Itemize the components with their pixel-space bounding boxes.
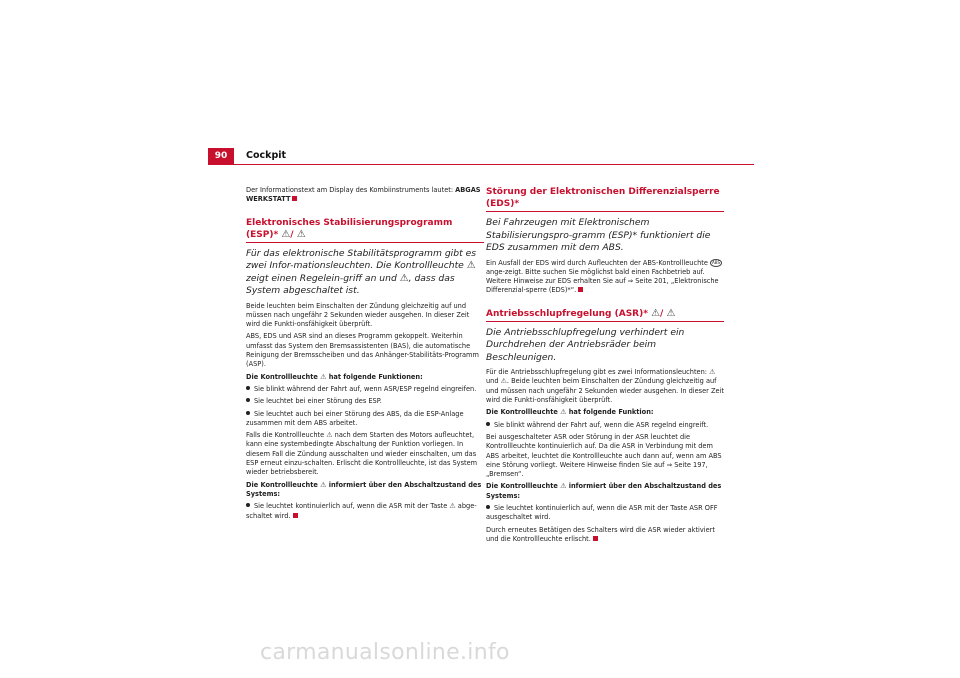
skid-off-icon: ⚠ (666, 307, 676, 319)
skid-warning-icon: ⚠ (709, 368, 716, 377)
header-rule (208, 164, 754, 165)
end-marker-icon (593, 536, 598, 541)
asr-heading: Antriebsschlupfregelung (ASR)* ⚠/ ⚠ (486, 307, 676, 319)
bullet-text: Sie blinkt während der Fahrt auf, wenn die ASR regelnd eingreift. (494, 420, 709, 429)
off-label-1: Die Kontrollleuchte (246, 480, 321, 489)
asr-off-label (486, 482, 724, 501)
asr-p3: Durch erneutes Betätigen des Schalters wird die ASR wieder aktiviert und die Kontrollleuchte erlischt. (486, 525, 715, 543)
bullet-icon (246, 398, 250, 402)
asr-paragraph-1 (486, 368, 724, 405)
section-rule (486, 321, 724, 322)
intro-paragraph (246, 186, 484, 205)
bullet-icon (486, 422, 490, 426)
list-item (486, 504, 724, 523)
skid-off-icon: ⚠ (399, 272, 409, 284)
esp-intro (246, 248, 484, 298)
skid-off-icon: ⚠ (320, 480, 327, 489)
right-column (486, 186, 724, 547)
list-item (246, 502, 484, 521)
eds-heading: Störung der Elektronischen Differenzialsperre (EDS)* (486, 187, 720, 209)
intro-bold: ABGAS WERKSTATT (246, 186, 481, 204)
running-header: Cockpit (246, 150, 287, 161)
bullet-icon (246, 503, 250, 507)
asr-heading-text: Antriebsschlupfregelung (ASR)* (486, 308, 648, 319)
esp-intro-1: Für das elektronische Stabilitätsprogramm gibt es zwei Infor-mationsleuchten. Die Kontrollleuchte (246, 247, 477, 272)
esp-function-label (246, 373, 484, 382)
off-bullet-1: Sie leuchtet kontinuierlich auf, wenn die ASR mit der Taste (254, 502, 450, 511)
p3-1: Falls die Kontrollleuchte (246, 431, 327, 440)
skid-off-icon: ⚠ (560, 482, 567, 491)
asr-p1-2: und (486, 377, 501, 386)
page-number: 90 (208, 148, 234, 164)
end-marker-icon (578, 287, 583, 292)
esp-paragraph-1: Beide leuchten beim Einschalten der Zündung gleichzeitig auf und müssen nach ungefähr 2 Sekunden wieder ausgehen. In dieser Zeit wird die Funkti-onsfähigkeit überprüft. (246, 301, 470, 329)
asr-section (486, 308, 724, 545)
asr-p1-1: Für die Antriebsschlupfregelung gibt es zwei Informationsleuchten: (486, 368, 710, 377)
asr-paragraph-2: Bei ausgeschalteter ASR oder Störung in der ASR leuchtet die Kontrollleuchte kontinuierlich auf. Da die ASR in Verbindung mit dem ABS arbeitet, leuchtet die Kontrollleuchte auch dann auf, wenn am ABS eine Störung vorliegt. Weitere Hinweise finden Sie auf ⇒ Seite 197, „Bremsen“. (486, 432, 722, 479)
bullet-text: Sie blinkt während der Fahrt auf, wenn ASR/ESP regelnd eingreifen. (254, 384, 477, 393)
end-marker-icon (292, 196, 297, 201)
skid-warning-icon: ⚠ (326, 431, 333, 440)
eds-intro: Bei Fahrzeugen mit Elektronischem Stabilisierungspro-gramm (ESP)* funktioniert die EDS zusammen mit dem ABS. (486, 217, 711, 253)
bullet-icon (246, 386, 250, 390)
esp-paragraph-3 (246, 431, 484, 477)
end-marker-icon (293, 513, 298, 518)
skid-warning-icon: ⚠ (281, 228, 291, 240)
section-rule (486, 211, 724, 212)
func-label-1: Die Kontrollleuchte (246, 372, 321, 381)
asr-func-2: hat folgende Funktion: (566, 408, 654, 417)
watermark: carmanualsonline.info (260, 640, 510, 665)
esp-heading-text: Elektronisches Stabilisierungsprogramm (ESP)* (246, 217, 453, 240)
abs-warning-icon: ABS (712, 259, 720, 265)
eds-p-1: Ein Ausfall der EDS wird durch Aufleuchten der ABS-Kontrollleuchte (486, 258, 711, 267)
skid-off-icon: ⚠ (296, 228, 306, 240)
bullet-text: Sie leuchtet bei einer Störung des ESP. (254, 397, 382, 406)
eds-paragraph (486, 259, 724, 296)
asr-func-1: Die Kontrollleuchte (486, 408, 561, 417)
off-label-2: informiert über den Abschaltzustand des Systems: (246, 480, 482, 498)
asr-p1-3: . Beide leuchten beim Einschalten der Zündung gleichzeitig auf und müssen nach ungefähr 2 Sekunden wieder ausgehen. In dieser Zeit wird die Funkti-onsfähigkeit überprüft. (486, 377, 724, 405)
bullet-text: Sie leuchtet kontinuierlich auf, wenn die ASR mit der Taste ASR OFF ausgeschaltet wird. (486, 504, 718, 522)
intro-text: Der Informationstext am Display des Kombiinstruments lautet: (246, 186, 456, 194)
esp-heading: Elektronisches Stabilisierungsprogramm (ESP)* ⚠/ ⚠ (246, 217, 453, 240)
left-column (246, 186, 484, 524)
esp-paragraph-2: ABS, EDS und ASR sind an dieses Programm gekoppelt. Weiterhin umfasst das System den Bremsassistenten (BAS), die automatische Reinigung der Bremsscheiben und das Anhänger-Stabilitäts-Programm (ASP). (246, 332, 479, 369)
p3-2: nach dem Starten des Motors aufleuchtet, kann eine systembedingte Abschaltung der Funktion vorliegen. In diesem Fall die Zündung ausschalten und wieder einschalten, um das ESP erneut einzu-schalten. Erlischt die Kontrollleuchte, ist das System wieder betriebsbereit. (246, 431, 478, 477)
skid-off-icon: ⚠ (500, 377, 507, 386)
off-bullet-2: abge-schaltet wird. (246, 502, 477, 520)
list-item (246, 385, 484, 394)
skid-warning-icon: ⚠ (651, 307, 661, 319)
esp-off-label (246, 481, 484, 500)
eds-p-2: ange-zeigt. Bitte suchen Sie möglichst bald einen Fachbetrieb auf. Weitere Hinweise zur EDS erhalten Sie auf ⇒ Seite 201, „Elektronische Differenzial-sperre (EDS)*“. (486, 267, 719, 295)
asr-intro: Die Antriebsschlupfregelung verhindert ein Durchdrehen der Antriebsräder beim Beschleunigen. (486, 326, 685, 363)
section-rule (246, 242, 484, 243)
bullet-icon (246, 411, 250, 415)
asr-off-2: informiert über den Abschaltzustand des Systems: (486, 482, 722, 500)
skid-warning-icon: ⚠ (560, 408, 567, 417)
list-item (246, 397, 484, 406)
list-item (246, 410, 484, 429)
skid-warning-icon: ⚠ (320, 372, 327, 381)
list-item (486, 421, 724, 430)
esp-section (246, 217, 484, 521)
esp-intro-3: , dass das System abgeschaltet ist. (246, 272, 455, 297)
asr-function-label (486, 408, 724, 417)
asr-paragraph-3 (486, 526, 724, 545)
skid-warning-icon: ⚠ (466, 260, 476, 272)
skid-off-icon: ⚠ (449, 502, 456, 511)
bullet-text: Sie leuchtet auch bei einer Störung des ABS, da die ESP-Anlage zusammen mit dem ABS arbeitet. (246, 409, 464, 427)
bullet-icon (486, 505, 490, 509)
esp-intro-2: zeigt einen Regelein-griff an und (246, 272, 400, 284)
func-label-2: hat folgende Funktionen: (326, 372, 423, 381)
asr-off-1: Die Kontrollleuchte (486, 482, 561, 491)
